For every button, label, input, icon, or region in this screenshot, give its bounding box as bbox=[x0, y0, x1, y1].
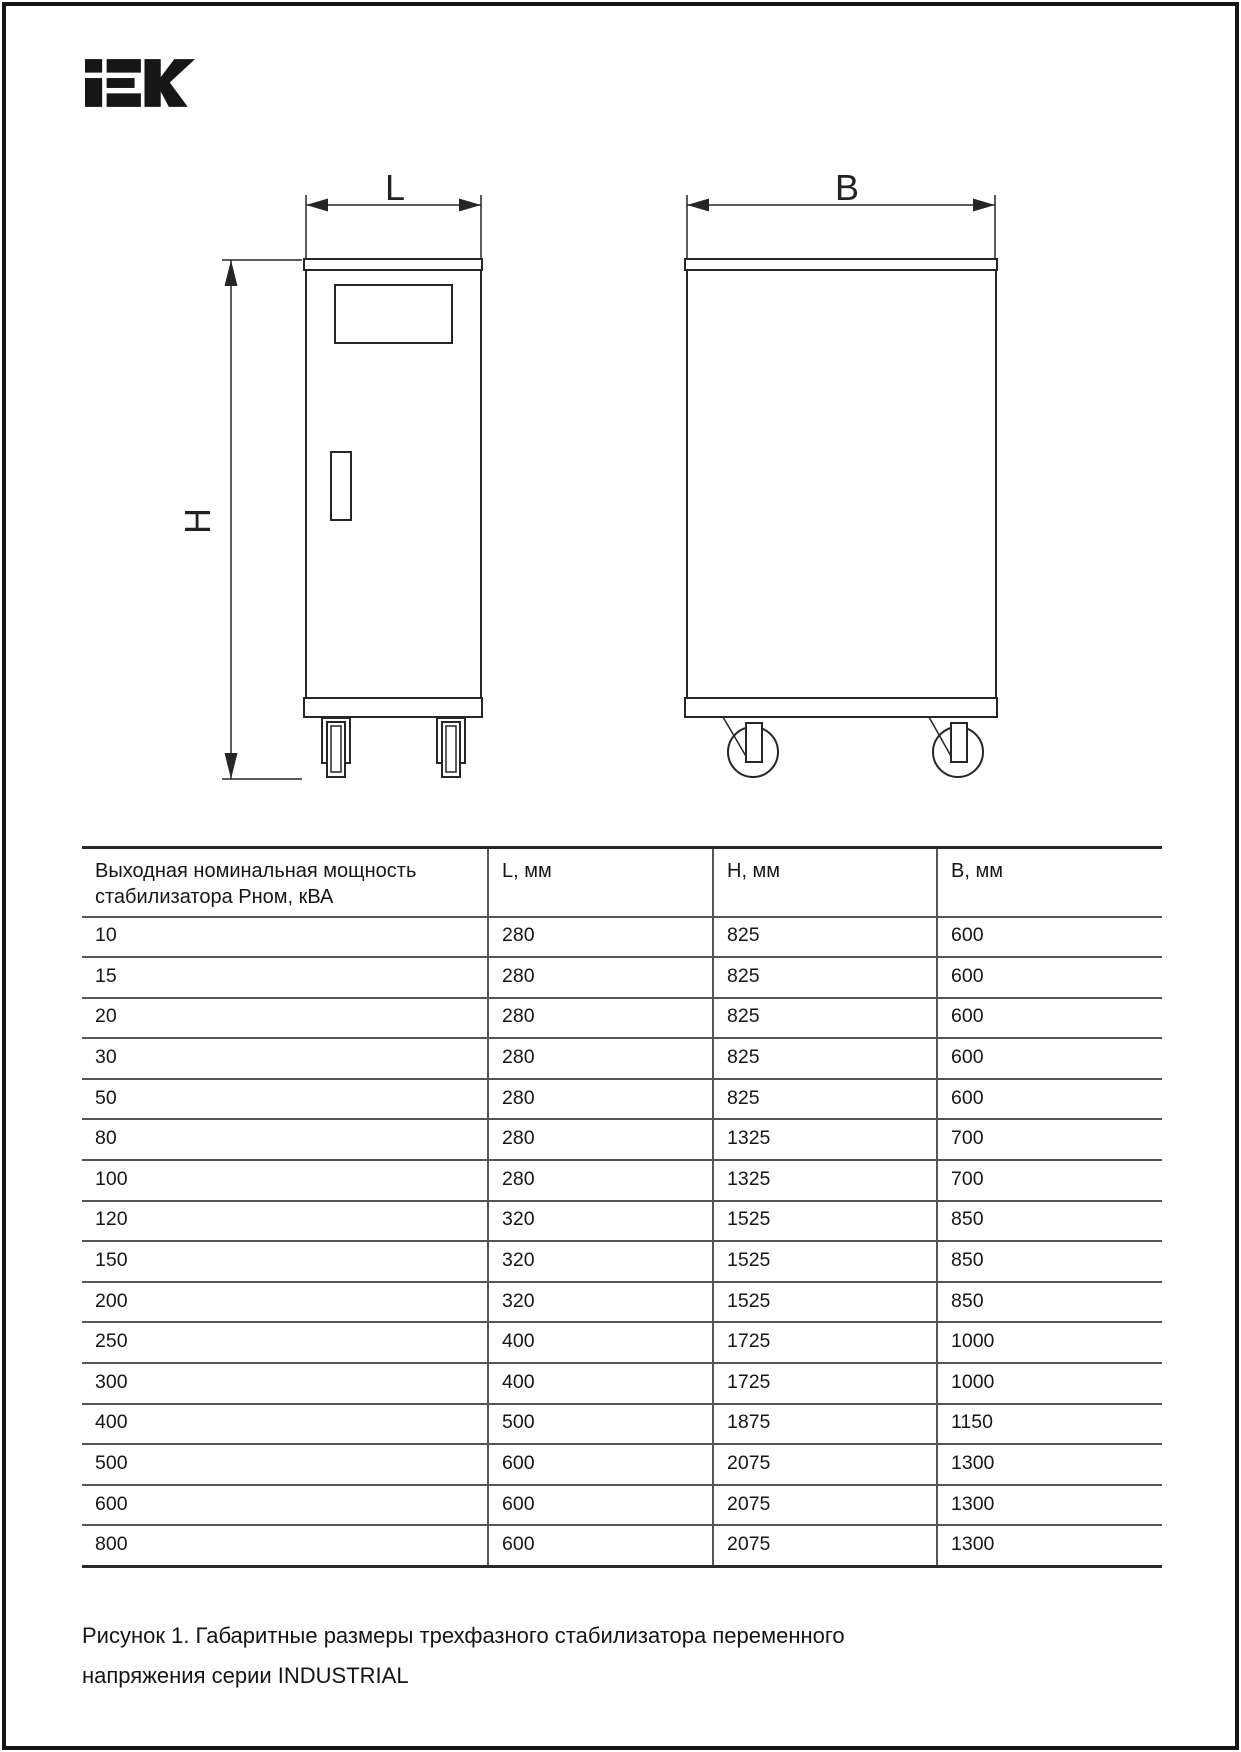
table-cell: 2075 bbox=[713, 1525, 937, 1566]
table-row bbox=[82, 1525, 1162, 1566]
table-cell: 600 bbox=[937, 1079, 1162, 1120]
table-row bbox=[82, 1241, 1162, 1282]
table-cell: 1000 bbox=[937, 1322, 1162, 1363]
table-cell: 2075 bbox=[713, 1485, 937, 1526]
table-cell: 1725 bbox=[713, 1363, 937, 1404]
cabinet-top-band bbox=[304, 259, 482, 270]
caster-side-right bbox=[929, 717, 983, 777]
table-cell: 1525 bbox=[713, 1282, 937, 1323]
table-row bbox=[82, 1322, 1162, 1363]
table-header-l: L, мм bbox=[488, 848, 713, 917]
caster-fork bbox=[746, 723, 762, 762]
caster-front-left bbox=[322, 718, 350, 777]
table-row bbox=[82, 1485, 1162, 1526]
arrowhead-right bbox=[459, 199, 481, 212]
table-cell: 1300 bbox=[937, 1444, 1162, 1485]
dimension-drawing bbox=[150, 140, 1010, 800]
table-cell: 600 bbox=[937, 917, 1162, 958]
table-cell: 850 bbox=[937, 1282, 1162, 1323]
table-header-b: B, мм bbox=[937, 848, 1162, 917]
table-row bbox=[82, 957, 1162, 998]
front-view-drawing bbox=[177, 167, 482, 779]
table-row bbox=[82, 1363, 1162, 1404]
table-row bbox=[82, 1160, 1162, 1201]
table-cell: 280 bbox=[488, 998, 713, 1039]
table-cell: 1325 bbox=[713, 1160, 937, 1201]
table-cell: 1525 bbox=[713, 1241, 937, 1282]
table-row bbox=[82, 1201, 1162, 1242]
table-cell: 1525 bbox=[713, 1201, 937, 1242]
table-cell: 280 bbox=[488, 957, 713, 998]
dimensions-table bbox=[82, 846, 1162, 1568]
arrowhead-left bbox=[687, 199, 709, 212]
caster-fork bbox=[951, 723, 967, 762]
table-cell: 280 bbox=[488, 917, 713, 958]
table-cell: 850 bbox=[937, 1241, 1162, 1282]
table-cell: 500 bbox=[488, 1404, 713, 1445]
table-cell: 120 bbox=[82, 1201, 488, 1242]
table-cell: 700 bbox=[937, 1160, 1162, 1201]
table-cell: 600 bbox=[937, 1038, 1162, 1079]
table-cell: 825 bbox=[713, 998, 937, 1039]
table-cell: 50 bbox=[82, 1079, 488, 1120]
table-cell: 1875 bbox=[713, 1404, 937, 1445]
logo-e-bottom-bar bbox=[107, 93, 141, 107]
front-height-dimension-label: H bbox=[177, 508, 218, 534]
figure-caption: Рисунок 1. Габаритные размеры трехфазного стабилизатора переменного напряжения серии INDUSTRIAL bbox=[82, 1623, 845, 1688]
caster-side-left bbox=[723, 717, 778, 777]
table-cell: 30 bbox=[82, 1038, 488, 1079]
logo-k-letter bbox=[145, 59, 195, 107]
logo-i-stem bbox=[85, 78, 102, 107]
table-cell: 800 bbox=[82, 1525, 488, 1566]
table-cell: 825 bbox=[713, 1079, 937, 1120]
table-cell: 320 bbox=[488, 1201, 713, 1242]
logo-i-dot bbox=[85, 59, 102, 73]
table-row bbox=[82, 1282, 1162, 1323]
table-row bbox=[82, 998, 1162, 1039]
table-cell: 850 bbox=[937, 1201, 1162, 1242]
table-cell: 600 bbox=[82, 1485, 488, 1526]
iek-logo bbox=[85, 56, 195, 110]
table-cell: 150 bbox=[82, 1241, 488, 1282]
front-width-dimension-label: L bbox=[384, 167, 406, 208]
table-cell: 600 bbox=[488, 1485, 713, 1526]
table-row bbox=[82, 1038, 1162, 1079]
table-cell: 400 bbox=[488, 1322, 713, 1363]
arrowhead-right bbox=[973, 199, 995, 212]
table-cell: 400 bbox=[82, 1404, 488, 1445]
cabinet-top-band bbox=[685, 259, 997, 270]
table-cell: 825 bbox=[713, 917, 937, 958]
table-cell: 600 bbox=[937, 998, 1162, 1039]
logo-e-mid-bar bbox=[107, 78, 135, 88]
table-cell: 280 bbox=[488, 1079, 713, 1120]
table-cell: 320 bbox=[488, 1241, 713, 1282]
table-cell: 400 bbox=[488, 1363, 713, 1404]
cabinet-door-handle bbox=[331, 452, 351, 520]
table-cell: 300 bbox=[82, 1363, 488, 1404]
table-cell: 80 bbox=[82, 1119, 488, 1160]
table-cell: 1725 bbox=[713, 1322, 937, 1363]
arrowhead-down bbox=[225, 753, 238, 779]
table-cell: 600 bbox=[488, 1525, 713, 1566]
table-cell: 1000 bbox=[937, 1363, 1162, 1404]
table-cell: 825 bbox=[713, 1038, 937, 1079]
cabinet-bottom-band bbox=[685, 698, 997, 717]
table-cell: 250 bbox=[82, 1322, 488, 1363]
cabinet-display-panel bbox=[335, 285, 452, 343]
table-cell: 280 bbox=[488, 1119, 713, 1160]
side-depth-dimension-label: B bbox=[834, 167, 860, 208]
caster-wheel bbox=[327, 722, 345, 777]
side-view-drawing bbox=[685, 167, 997, 777]
logo-e-top-bar bbox=[107, 59, 141, 73]
table-cell: 1300 bbox=[937, 1485, 1162, 1526]
table-cell: 15 bbox=[82, 957, 488, 998]
table-cell: 1150 bbox=[937, 1404, 1162, 1445]
cabinet-bottom-band bbox=[304, 698, 482, 717]
table-header-row bbox=[82, 848, 1162, 917]
table-cell: 600 bbox=[488, 1444, 713, 1485]
table-row bbox=[82, 917, 1162, 958]
table-cell: 2075 bbox=[713, 1444, 937, 1485]
table-cell: 1325 bbox=[713, 1119, 937, 1160]
table-cell: 100 bbox=[82, 1160, 488, 1201]
table-header-power: Выходная номинальная мощность стабилизатора Рном, кВА bbox=[82, 848, 488, 917]
table-header-h: H, мм bbox=[713, 848, 937, 917]
table-cell: 825 bbox=[713, 957, 937, 998]
table-cell: 10 bbox=[82, 917, 488, 958]
table-cell: 500 bbox=[82, 1444, 488, 1485]
table-cell: 20 bbox=[82, 998, 488, 1039]
table-cell: 200 bbox=[82, 1282, 488, 1323]
table-row bbox=[82, 1119, 1162, 1160]
table-row bbox=[82, 1404, 1162, 1445]
table-cell: 280 bbox=[488, 1038, 713, 1079]
iek-logo-glyphs bbox=[85, 56, 195, 110]
table-row bbox=[82, 1079, 1162, 1120]
table-cell: 320 bbox=[488, 1282, 713, 1323]
arrowhead-left bbox=[306, 199, 328, 212]
table-cell: 600 bbox=[937, 957, 1162, 998]
table-body bbox=[82, 917, 1162, 1567]
table-row bbox=[82, 1444, 1162, 1485]
arrowhead-up bbox=[225, 260, 238, 286]
caster-front-right bbox=[437, 718, 465, 777]
table-cell: 1300 bbox=[937, 1525, 1162, 1566]
table-cell: 700 bbox=[937, 1119, 1162, 1160]
table-cell: 280 bbox=[488, 1160, 713, 1201]
cabinet-side-body bbox=[687, 270, 996, 698]
caster-wheel bbox=[442, 722, 460, 777]
